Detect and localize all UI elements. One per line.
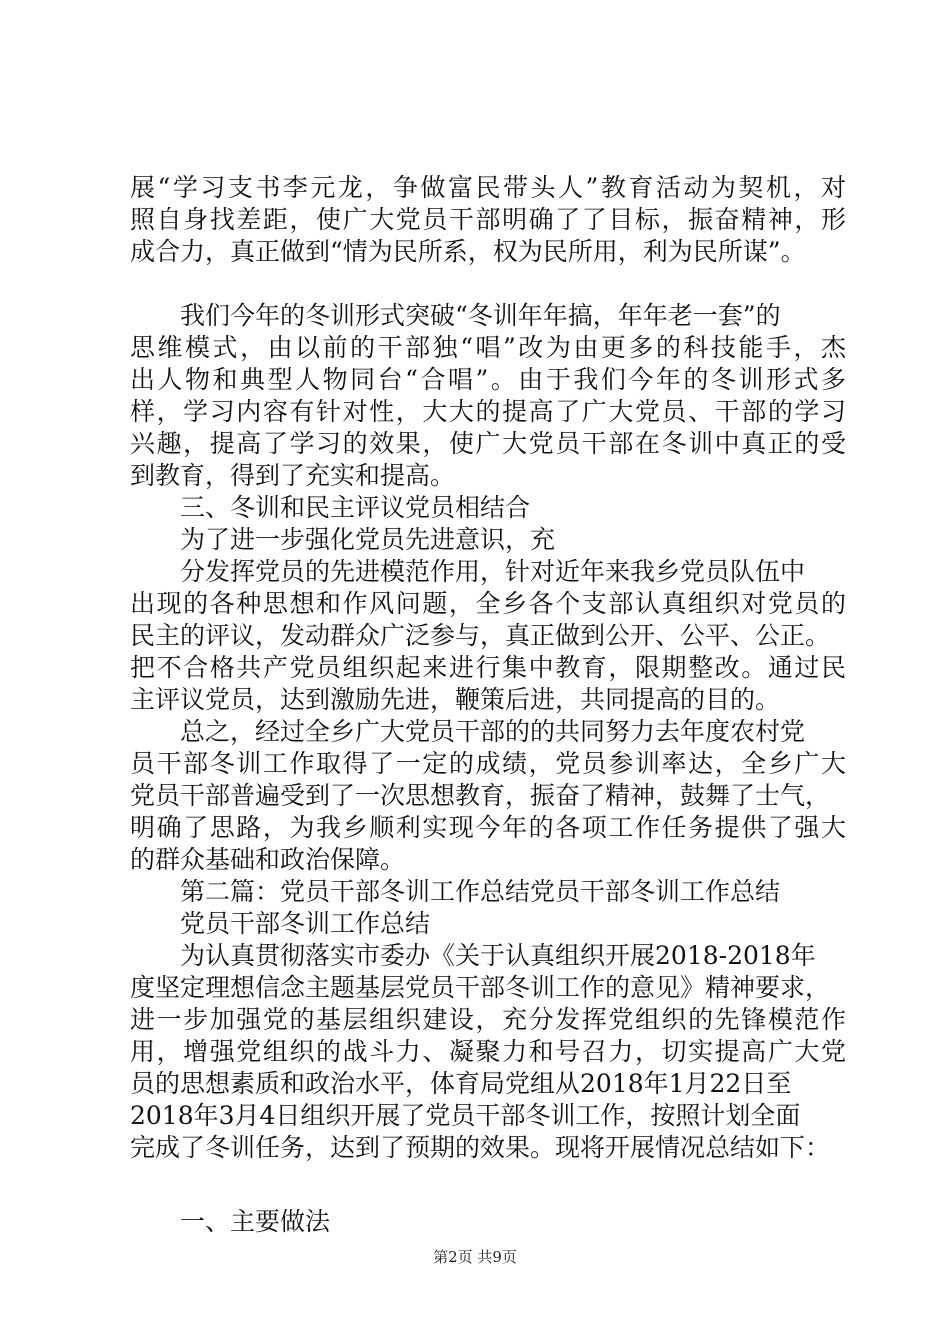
section-heading: 党员干部冬训工作总结 bbox=[180, 909, 431, 938]
text-line: 分发挥党员的先进模范作用，针对近年来我乡党员队伍中 bbox=[180, 557, 806, 586]
text-line: 员干部冬训工作取得了一定的成绩，党员参训率达，全乡广大 bbox=[130, 749, 846, 778]
text-line: 用，增强党组织的战斗力、凝聚力和号召力，切实提高广大党 bbox=[130, 1037, 846, 1066]
text-line: 把不合格共产党员组织起来进行集中教育，限期整改。通过民 bbox=[130, 653, 846, 682]
text-line: 总之，经过全乡广大党员干部的的共同努力去年度农村党 bbox=[180, 717, 806, 746]
text-line: 的群众基础和政治保障。 bbox=[130, 845, 406, 874]
text-line: 明确了思路，为我乡顺利实现今年的各项工作任务提供了强大 bbox=[130, 813, 846, 842]
text-line: 主评议党员，达到激励先进，鞭策后进，共同提高的目的。 bbox=[130, 685, 781, 714]
text-line: 员的思想素质和政治水平，体育局党组从2018年1月22日至 bbox=[130, 1069, 792, 1098]
text-line: 民主的评议，发动群众广泛参与，真正做到公开、公平、公正。 bbox=[130, 621, 831, 650]
text-line: 兴趣，提高了学习的效果，使广大党员干部在冬训中真正的受 bbox=[130, 429, 846, 458]
text-line: 度坚定理想信念主题基层党员干部冬训工作的意见》精神要求， bbox=[130, 973, 831, 1002]
text-line: 完成了冬训任务，达到了预期的效果。现将开展情况总结如下： bbox=[130, 1133, 831, 1162]
text-line: 2018年3月4日组织开展了党员干部冬训工作，按照计划全面 bbox=[130, 1101, 801, 1130]
text-line: 到教育，得到了充实和提高。 bbox=[130, 461, 456, 490]
text-line: 党员干部普遍受到了一次思想教育，振奋了精神，鼓舞了士气， bbox=[130, 781, 831, 810]
text-line: 我们今年的冬训形式突破“冬训年年搞，年年老一套”的 bbox=[180, 301, 781, 330]
text-line: 思维模式，由以前的干部独“唱”改为由更多的科技能手，杰 bbox=[130, 333, 846, 362]
section-heading: 三、冬训和民主评议党员相结合 bbox=[180, 493, 531, 522]
text-line: 为认真贯彻落实市委办《关于认真组织开展2018-2018年 bbox=[180, 941, 816, 970]
section-heading: 第二篇：党员干部冬训工作总结党员干部冬训工作总结 bbox=[180, 877, 781, 906]
text-line: 照自身找差距，使广大党员干部明确了了目标，振奋精神，形 bbox=[130, 205, 846, 234]
text-line: 出人物和典型人物同台“合唱”。由于我们今年的冬训形式多 bbox=[130, 365, 846, 394]
text-line: 出现的各种思想和作风问题，全乡各个支部认真组织对党员的 bbox=[130, 589, 846, 618]
text-line: 样，学习内容有针对性，大大的提高了广大党员、干部的学习 bbox=[130, 397, 846, 426]
text-line: 进一步加强党的基层组织建设，充分发挥党组织的先锋模范作 bbox=[130, 1005, 846, 1034]
text-line: 成合力，真正做到“情为民所系，权为民所用，利为民所谋”。 bbox=[130, 237, 806, 266]
page-number-footer: 第2页 共9页 bbox=[433, 1248, 517, 1266]
text-line: 展“学习支书李元龙，争做富民带头人”教育活动为契机，对 bbox=[130, 173, 846, 202]
text-line: 为了进一步强化党员先进意识，充 bbox=[180, 525, 556, 554]
document-body bbox=[130, 172, 846, 1238]
section-heading: 一、主要做法 bbox=[180, 1207, 331, 1236]
